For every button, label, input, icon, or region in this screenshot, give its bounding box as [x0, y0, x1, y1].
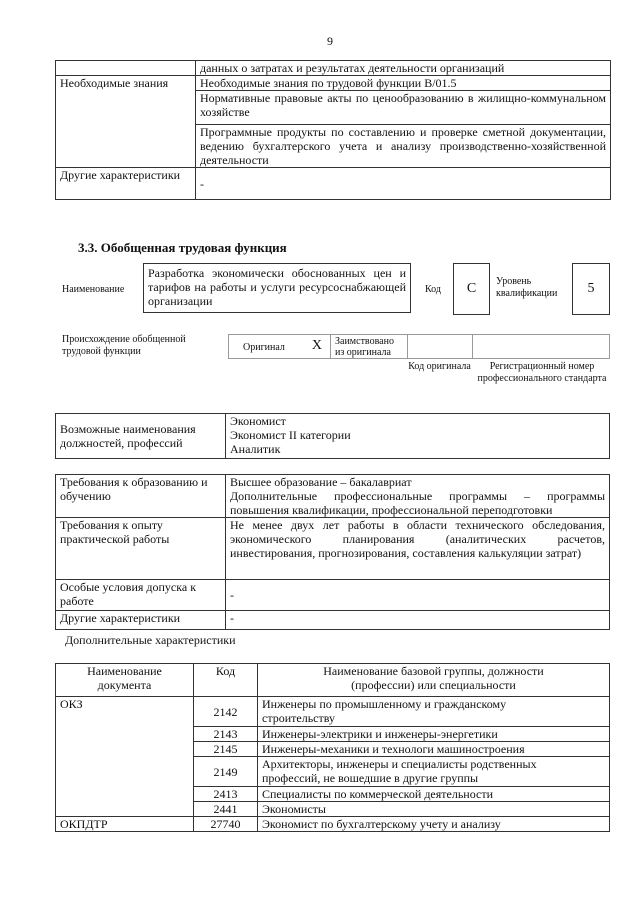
name-cell: Инженеры-механики и технологи машиностроения: [258, 742, 610, 757]
name-cell: Специалисты по коммерческой деятельности: [258, 787, 610, 802]
level-label: Уровень квалификации: [496, 276, 558, 299]
header-cell: Наименование базовой группы, должности (профессии) или специальности: [258, 664, 610, 697]
position-item: Аналитик: [230, 442, 281, 456]
origin-table: [228, 334, 610, 359]
position-item: Экономист: [230, 414, 286, 428]
header-cell: Наименование документа: [56, 664, 194, 697]
original-code-cell: [408, 335, 473, 359]
req-value: Дополнительные профессиональные программы – программы повышения квалификации, профессиональной переподготовки: [230, 489, 605, 517]
origin-label: Происхождение обобщенной трудовой функции: [62, 334, 186, 357]
knowledge-label: Необходимые знания: [56, 76, 196, 168]
name-cell: Экономисты: [258, 802, 610, 817]
name-cell: Экономист по бухгалтерскому учету и анализу: [258, 817, 610, 832]
knowledge-table: [55, 60, 611, 200]
code-cell: 2413: [194, 787, 258, 802]
name-label: Наименование: [62, 284, 125, 295]
page-number: 9: [327, 34, 333, 48]
name-cell: Инженеры-электрики и инженеры-энергетики: [258, 727, 610, 742]
header-cell: Код: [194, 664, 258, 697]
position-item: Экономист II категории: [230, 428, 351, 442]
req-value: -: [226, 580, 610, 611]
reg-number-cell: [473, 335, 610, 359]
req-value: Высшее образование – бакалавриат: [230, 475, 412, 489]
reg-number-caption: Регистрационный номер профессионального стандарта: [477, 361, 607, 384]
code-cell: 2142: [194, 697, 258, 727]
code-cell: 27740: [194, 817, 258, 832]
positions-label: Возможные наименования должностей, профессий: [56, 414, 226, 459]
req-label: Особые условия допуска к работе: [56, 580, 226, 611]
other-value: -: [196, 168, 611, 200]
original-label: Оригинал: [243, 342, 285, 353]
code-cell: 2143: [194, 727, 258, 742]
table-cell: данных о затратах и результатах деятельности организаций: [196, 61, 611, 76]
name-cell: Архитекторы, инженеры и специалисты родственных профессий, не вошедшие в другие группы: [258, 757, 610, 787]
level-value: 5: [572, 263, 610, 315]
req-label: Требования к опыту практической работы: [56, 518, 226, 580]
name-cell: Инженеры по промышленному и гражданскому строительству: [258, 697, 610, 727]
positions-table: [55, 413, 610, 459]
doc-cell: ОКЗ: [56, 697, 194, 817]
original-mark: X: [311, 338, 322, 353]
table-cell: Нормативные правовые акты по ценообразованию в жилищно-коммунальном хозяйстве: [196, 91, 611, 125]
name-value: Разработка экономически обоснованных цен и тарифов на работы и услуги ресурсоснабжающей организации: [143, 263, 411, 313]
req-label: Другие характеристики: [56, 611, 226, 630]
table-cell: Программные продукты по составлению и проверке сметной документации, ведению бухгалтерского учета и анализу производственно-хозяйственной деятельности: [196, 125, 611, 168]
code-value: C: [453, 263, 490, 315]
orig-code-caption: Код оригинала: [408, 361, 471, 372]
additional-table: [55, 663, 610, 832]
doc-cell: ОКПДТР: [56, 817, 194, 832]
req-value: -: [226, 611, 610, 630]
code-label: Код: [425, 284, 441, 295]
additional-title: Дополнительные характеристики: [65, 633, 236, 647]
table-cell: Необходимые знания по трудовой функции В/01.5: [196, 76, 611, 91]
other-label: Другие характеристики: [56, 168, 196, 200]
code-cell: 2145: [194, 742, 258, 757]
borrowed-label: Заимствовано из оригинала: [331, 335, 408, 359]
code-cell: 2149: [194, 757, 258, 787]
section-title: 3.3. Обобщенная трудовая функция: [78, 240, 287, 255]
req-value: Не менее двух лет работы в области технического обследования, экономического планирования (аналитических расчетов, инвестирования, прогнозирования, составления калькуляции затрат): [226, 518, 610, 580]
code-cell: 2441: [194, 802, 258, 817]
requirements-table: [55, 474, 610, 630]
req-label: Требования к образованию и обучению: [56, 475, 226, 518]
